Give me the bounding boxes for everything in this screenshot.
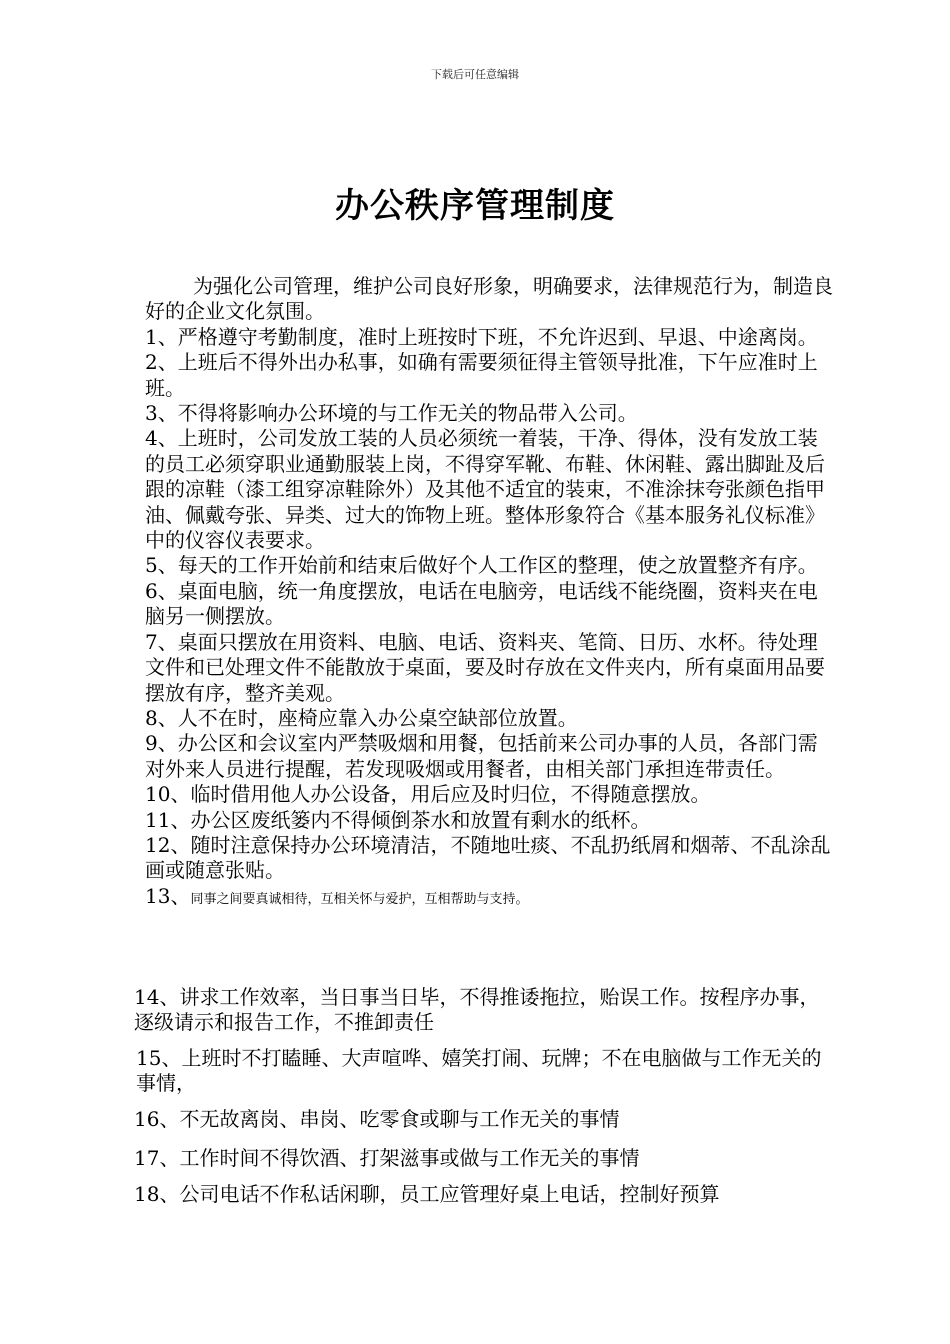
rule-item-11: 11、办公区废纸篓内不得倾倒茶水和放置有剩水的纸杯。: [145, 807, 651, 832]
rule-item-14-block: [134, 985, 834, 1036]
page-title: 办公秩序管理制度: [335, 186, 615, 226]
rule-item-17-block: [134, 1146, 834, 1171]
rule-item-8: 8、人不在时，座椅应靠入办公桌空缺部位放置。: [145, 705, 578, 730]
rule-item-16: 16、不无故离岗、串岗、吃零食或聊与工作无关的事情: [134, 1107, 620, 1131]
rule-item-4: 4、上班时，公司发放工装的人员必须统一着装，干净、得体，没有发放工装的员工必须穿职业通勤服装上岗，不得穿军靴、布鞋、休闲鞋、露出脚趾及后跟的凉鞋（漆工组穿凉鞋除外）及其他不适宜的装束，不准涂抹夸张颜色指甲油、佩戴夸张、异类、过大的饰物上班。整体形象符合《基本服务礼仪标准》中的仪容仪表要求。: [145, 426, 825, 553]
rule-item-9: 9、办公区和会议室内严禁吸烟和用餐，包括前来公司办事的人员，各部门需对外来人员进行提醒，若发现吸烟或用餐者，由相关部门承担连带责任。: [145, 731, 818, 781]
rule-item-12: 12、随时注意保持办公环境清洁，不随地吐痰、不乱扔纸屑和烟蒂、不乱涂乱画或随意张贴。: [145, 832, 831, 883]
rule-item-13-number: 13、: [145, 883, 191, 908]
rule-item-18: 18、公司电话不作私话闲聊，员工应管理好桌上电话，控制好预算: [134, 1182, 720, 1206]
rule-item-15: 15、上班时不打瞌睡、大声喧哗、嬉笑打闹、玩牌；不在电脑做与工作无关的事情，: [136, 1046, 822, 1096]
rule-item-7: 7、桌面只摆放在用资料、电脑、电话、资料夹、笔筒、日历、水杯。待处理文件和已处理文件不能散放于桌面，要及时存放在文件夹内，所有桌面用品要摆放有序，整齐美观。: [145, 629, 825, 705]
regulation-body: [145, 274, 835, 912]
rule-item-10: 10、临时借用他人办公设备，用后应及时归位，不得随意摆放。: [145, 782, 711, 807]
rule-item-6: 6、桌面电脑，统一角度摆放，电话在电脑旁，电话线不能绕圈，资料夹在电脑另一侧摆放。: [145, 578, 818, 629]
rule-item-13: [145, 884, 835, 912]
rule-item-3: 3、不得将影响办公环境的与工作无关的物品带入公司。: [145, 401, 638, 426]
rule-item-5: 5、每天的工作开始前和结束后做好个人工作区的整理，使之放置整齐有序。: [145, 553, 818, 578]
rule-item-14: 14、讲求工作效率，当日事当日毕，不得推诿拖拉，贻误工作。按程序办事，逐级请示和报告工作，不推卸责任: [134, 985, 820, 1035]
rule-item-17: 17、工作时间不得饮酒、打架滋事或做与工作无关的事情: [134, 1146, 640, 1170]
intro-paragraph: 为强化公司管理，维护公司良好形象，明确要求，法律规范行为，制造良好的企业文化氛围。: [145, 274, 833, 324]
header-note: 下载后可任意编辑: [431, 68, 519, 81]
rule-item-13-text: 同事之间要真诚相待，互相关怀与爱护，互相帮助与支持。: [190, 891, 529, 907]
rule-item-15-block: [136, 1046, 836, 1097]
rule-item-1: 1、严格遵守考勤制度，准时上班按时下班，不允许迟到、早退、中途离岗。: [145, 324, 818, 349]
rule-item-16-block: [134, 1107, 834, 1132]
rule-item-18-block: [134, 1182, 834, 1207]
rule-item-2: 2、上班后不得外出办私事，如确有需要须征得主管领导批准，下午应准时上班。: [145, 350, 818, 400]
